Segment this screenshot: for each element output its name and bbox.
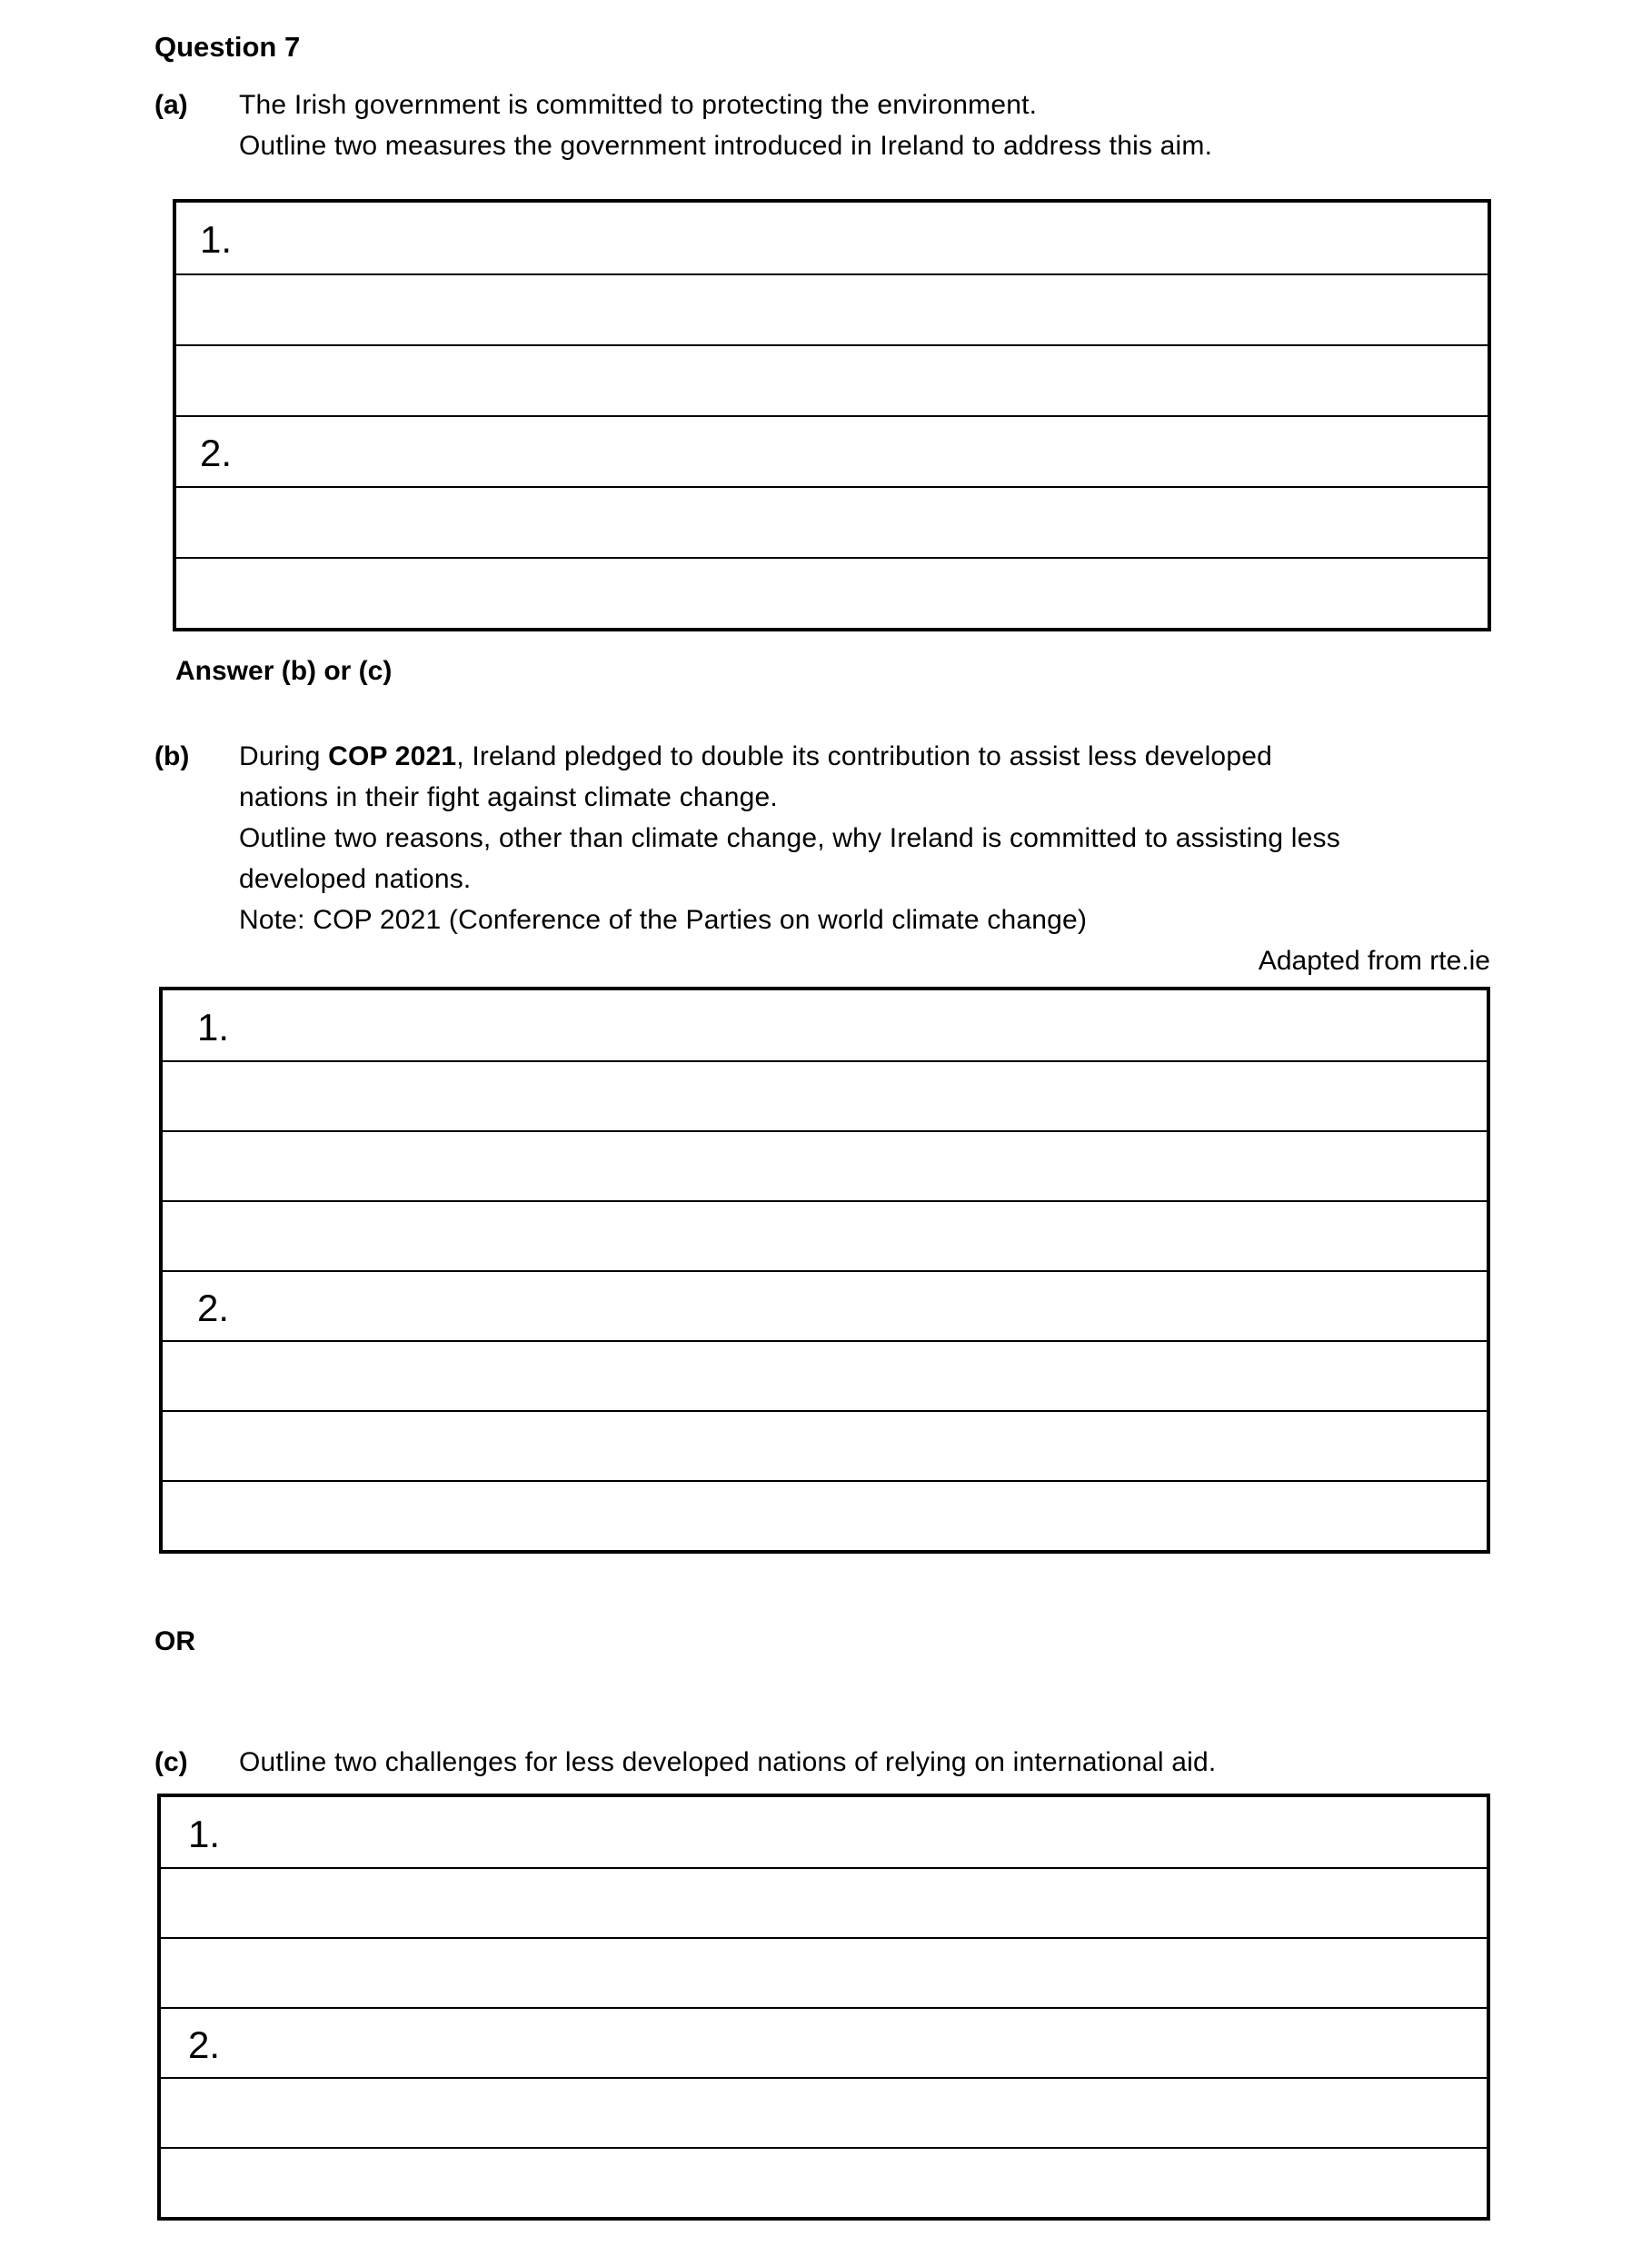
- answer-box-b-row-1[interactable]: [163, 990, 1487, 1060]
- answer-box-a-row-1-number: 1.: [200, 218, 233, 261]
- answer-box-b: [159, 987, 1490, 1554]
- answer-box-c-row-5[interactable]: [161, 2077, 1487, 2147]
- part-b-line-1: During COP 2021, Ireland pledged to double its contribution to assist less developed: [239, 741, 1272, 771]
- answer-box-b-row-8[interactable]: [163, 1480, 1487, 1550]
- part-b-line-2: nations in their fight against climate change.: [239, 782, 778, 812]
- answer-box-b-row-6[interactable]: [163, 1340, 1487, 1410]
- part-c-text: [239, 1742, 1502, 1783]
- or-separator: OR: [154, 1626, 195, 1656]
- answer-box-c: [157, 1794, 1490, 2221]
- answer-box-b-row-4[interactable]: [163, 1200, 1487, 1270]
- answer-box-b-row-3[interactable]: [163, 1130, 1487, 1200]
- part-b-label: (b): [154, 741, 190, 771]
- part-b-text: [239, 736, 1502, 940]
- part-b-line-3: Outline two reasons, other than climate change, why Ireland is committed to assisting less: [239, 823, 1340, 853]
- answer-box-c-row-4-number: 2.: [188, 2022, 221, 2066]
- part-a-label: (a): [154, 90, 188, 120]
- answer-box-c-row-1-number: 1.: [188, 1812, 221, 1855]
- answer-box-a-row-4[interactable]: [176, 415, 1488, 486]
- answer-box-c-row-1[interactable]: [161, 1797, 1487, 1867]
- source-attribution: Adapted from rte.ie: [1258, 946, 1490, 976]
- part-b-line-5: Note: COP 2021 (Conference of the Parties on world climate change): [239, 905, 1088, 935]
- answer-box-b-row-5[interactable]: [163, 1270, 1487, 1340]
- part-a-line-2: Outline two measures the government introduced in Ireland to address this aim.: [239, 131, 1213, 161]
- part-c-label: (c): [154, 1747, 188, 1777]
- answer-box-a-row-4-number: 2.: [200, 432, 233, 474]
- answer-box-c-row-2[interactable]: [161, 1867, 1487, 1937]
- answer-box-b-row-5-number: 2.: [197, 1286, 230, 1329]
- answer-box-a-row-6[interactable]: [176, 557, 1488, 628]
- answer-box-c-row-6[interactable]: [161, 2147, 1487, 2217]
- answer-box-a: [173, 199, 1491, 631]
- part-a-text: [239, 84, 1475, 166]
- answer-box-b-row-7[interactable]: [163, 1410, 1487, 1480]
- answer-box-b-row-2[interactable]: [163, 1060, 1487, 1130]
- answer-box-a-row-5[interactable]: [176, 486, 1488, 557]
- answer-box-c-row-4[interactable]: [161, 2007, 1487, 2077]
- answer-box-c-row-3[interactable]: [161, 1937, 1487, 2007]
- cop-2021-bold: COP 2021: [328, 741, 457, 771]
- answer-box-a-row-1[interactable]: [176, 203, 1488, 273]
- question-title: Question 7: [154, 31, 301, 63]
- answer-box-a-row-2[interactable]: [176, 273, 1488, 344]
- answer-box-b-row-1-number: 1.: [197, 1005, 230, 1048]
- part-b-line-4: developed nations.: [239, 864, 472, 894]
- part-c-line-1: Outline two challenges for less developed nations of relying on international aid.: [239, 1747, 1217, 1777]
- answer-instruction: Answer (b) or (c): [175, 656, 393, 686]
- part-a-line-1: The Irish government is committed to protecting the environment.: [239, 90, 1038, 120]
- answer-box-a-row-3[interactable]: [176, 344, 1488, 415]
